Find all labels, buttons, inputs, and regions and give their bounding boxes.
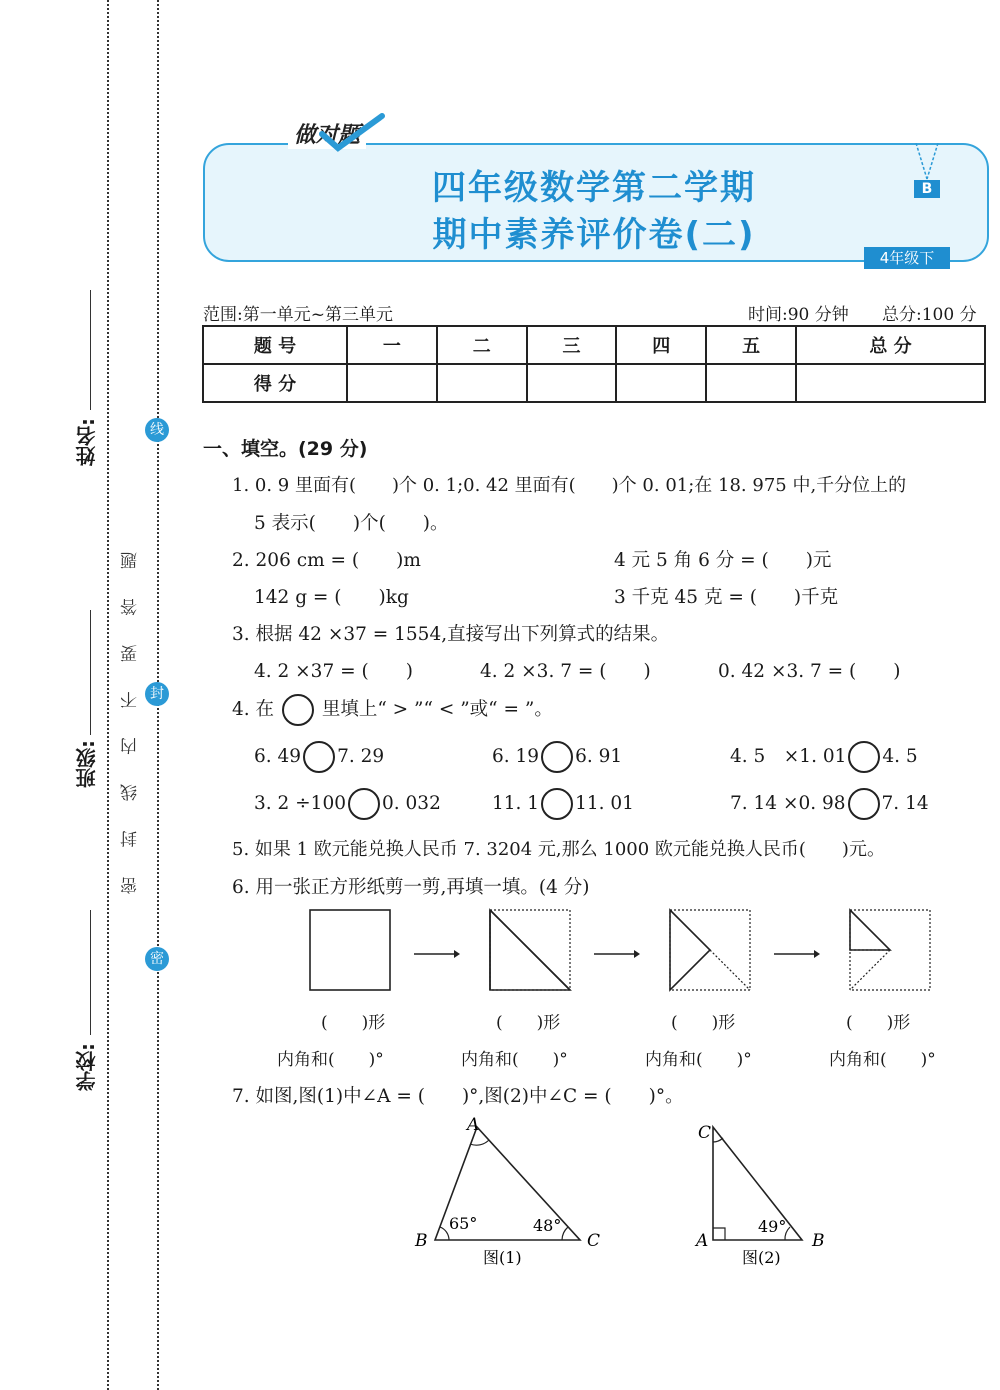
- compare-left: 4. 5 ×1. 01: [730, 746, 847, 767]
- question-4: [232, 694, 553, 726]
- grade-tag: 4年级下: [864, 247, 950, 269]
- vertex-label-b: B: [812, 1231, 825, 1251]
- compare-left: 7. 14 ×0. 98: [730, 793, 846, 814]
- question-4-prefix: 4. 在: [232, 699, 275, 720]
- table-header-cell: 二: [437, 326, 527, 364]
- vertex-label-a: A: [696, 1231, 709, 1251]
- arrow-icon: [774, 950, 820, 958]
- compare-right: 11. 01: [575, 793, 634, 814]
- class-write-line: [90, 610, 91, 735]
- answer-circle[interactable]: [303, 741, 335, 773]
- scope-text: 范围:第一单元~第三单元: [203, 305, 393, 325]
- compare-right: 0. 032: [382, 793, 441, 814]
- compare-left: 6. 49: [254, 746, 302, 767]
- shape-caption: ( )形: [846, 1013, 911, 1033]
- compare-left: 3. 2 ÷100: [254, 793, 346, 814]
- vertex-label-b: B: [415, 1231, 428, 1251]
- question-3a: 4. 2 ×37 = ( ): [254, 661, 413, 682]
- title-line-1: 四年级数学第二学期: [432, 168, 756, 208]
- dotted-cut-line-left: [107, 0, 109, 1390]
- question-6: 6. 用一张正方形纸剪一剪,再填一填。(4 分): [232, 877, 590, 898]
- compare-item: [254, 741, 384, 773]
- score-cell[interactable]: [706, 364, 796, 402]
- question-1-line-1: 1. 0. 9 里面有( )个 0. 1;0. 42 里面有( )个 0. 01;在 18. 975 中,千分位上的: [232, 475, 907, 496]
- checkmark-icon: [318, 112, 388, 152]
- table-header-cell: 四: [616, 326, 706, 364]
- figure-1-caption: 图(1): [483, 1248, 522, 1267]
- compare-circle-icon: [282, 694, 314, 726]
- version-badge: B: [914, 180, 940, 198]
- total-score-text: 总分:100 分: [882, 305, 977, 325]
- angle-label-b: 65°: [449, 1214, 478, 1233]
- compare-right: 6. 91: [575, 746, 623, 767]
- square-shape: [310, 910, 390, 990]
- score-cell[interactable]: [527, 364, 617, 402]
- compare-item: [254, 788, 441, 820]
- class-label: 班级:: [75, 740, 99, 788]
- table-row-label: 得 分: [203, 364, 347, 402]
- table-row: [203, 326, 985, 364]
- compare-left: 6. 19: [492, 746, 540, 767]
- vertex-label-c: C: [587, 1231, 601, 1251]
- title-line-2: 期中素养评价卷(二): [432, 215, 756, 255]
- badge-ribbon-icon: [912, 143, 942, 181]
- question-3b: 4. 2 ×3. 7 = ( ): [480, 661, 651, 682]
- arrow-icon: [414, 950, 460, 958]
- school-write-line: [90, 910, 91, 1035]
- brand-logo: 做对题: [288, 118, 366, 149]
- school-label: 学校:: [75, 1043, 99, 1091]
- shape-caption: ( )形: [671, 1013, 736, 1033]
- name-write-line: [90, 290, 91, 410]
- folded-quadrilateral-shape: [670, 910, 750, 990]
- compare-item: [492, 788, 634, 820]
- arrow-icon: [594, 950, 640, 958]
- angle-sum-caption: 内角和( )°: [461, 1050, 568, 1070]
- score-table: [202, 325, 986, 403]
- angle-label-c: 48°: [533, 1216, 562, 1235]
- score-cell[interactable]: [437, 364, 527, 402]
- question-2c: 142 g = ( )kg: [254, 587, 409, 608]
- score-cell[interactable]: [347, 364, 437, 402]
- shape-caption: ( )形: [496, 1013, 561, 1033]
- angle-sum-caption: 内角和( )°: [645, 1050, 752, 1070]
- question-5: 5. 如果 1 欧元能兑换人民币 7. 3204 元,那么 1000 欧元能兑换人民币( )元。: [232, 839, 885, 860]
- score-cell[interactable]: [616, 364, 706, 402]
- question-7: 7. 如图,图(1)中∠A = ( )°,图(2)中∠C = ( )°。: [232, 1086, 684, 1107]
- shape-caption: ( )形: [321, 1013, 386, 1033]
- name-label: 姓名:: [75, 418, 99, 466]
- table-header-cell: 三: [527, 326, 617, 364]
- compare-right: 4. 5: [882, 746, 918, 767]
- compare-right: 7. 29: [337, 746, 385, 767]
- triangle-figure-2: [690, 1112, 840, 1272]
- table-row: [203, 364, 985, 402]
- answer-circle[interactable]: [848, 788, 880, 820]
- compare-item: [492, 741, 622, 773]
- vertex-label-c: C: [698, 1123, 712, 1143]
- angle-label-b: 49°: [758, 1217, 787, 1236]
- section-heading: 一、填空。(29 分): [203, 438, 368, 460]
- angle-sum-caption: 内角和( )°: [277, 1050, 384, 1070]
- table-header-cell: 一: [347, 326, 437, 364]
- answer-circle[interactable]: [541, 741, 573, 773]
- score-cell[interactable]: [796, 364, 985, 402]
- question-2b: 4 元 5 角 6 分 = ( )元: [614, 550, 832, 571]
- question-2a: 2. 206 cm = ( )m: [232, 550, 421, 571]
- table-header-cell: 总 分: [796, 326, 985, 364]
- paper-fold-diagram: [300, 905, 950, 1000]
- seal-line: 线: [145, 418, 169, 442]
- folded-small-triangle-shape: [850, 910, 930, 990]
- figure-2-caption: 图(2): [742, 1248, 781, 1267]
- table-header-cell: 题 号: [203, 326, 347, 364]
- compare-left: 11. 1: [492, 793, 540, 814]
- answer-circle[interactable]: [848, 741, 880, 773]
- seal-seal: 封: [145, 682, 169, 706]
- answer-circle[interactable]: [348, 788, 380, 820]
- table-header-cell: 五: [706, 326, 796, 364]
- question-4-suffix: 里填上“ > ”“ < ”或“ = ”。: [321, 699, 553, 720]
- angle-sum-caption: 内角和( )°: [829, 1050, 936, 1070]
- question-3c: 0. 42 ×3. 7 = ( ): [718, 661, 901, 682]
- question-2d: 3 千克 45 克 = ( )千克: [614, 587, 839, 608]
- no-answer-warning: 密 封 线 内 不 要 答 题: [121, 540, 141, 894]
- compare-right: 7. 14: [881, 793, 929, 814]
- compare-item: [730, 741, 918, 773]
- compare-item: [730, 788, 929, 820]
- question-3: 3. 根据 42 ×37 = 1554,直接写出下列算式的结果。: [232, 624, 670, 645]
- question-1-line-2: 5 表示( )个( )。: [254, 513, 449, 534]
- folded-triangle-shape: [490, 910, 570, 990]
- seal-secret: 密: [145, 947, 169, 971]
- time-text: 时间:90 分钟: [748, 305, 849, 325]
- triangle-figure-1: [405, 1112, 615, 1272]
- vertex-label-a: A: [467, 1115, 480, 1135]
- answer-circle[interactable]: [541, 788, 573, 820]
